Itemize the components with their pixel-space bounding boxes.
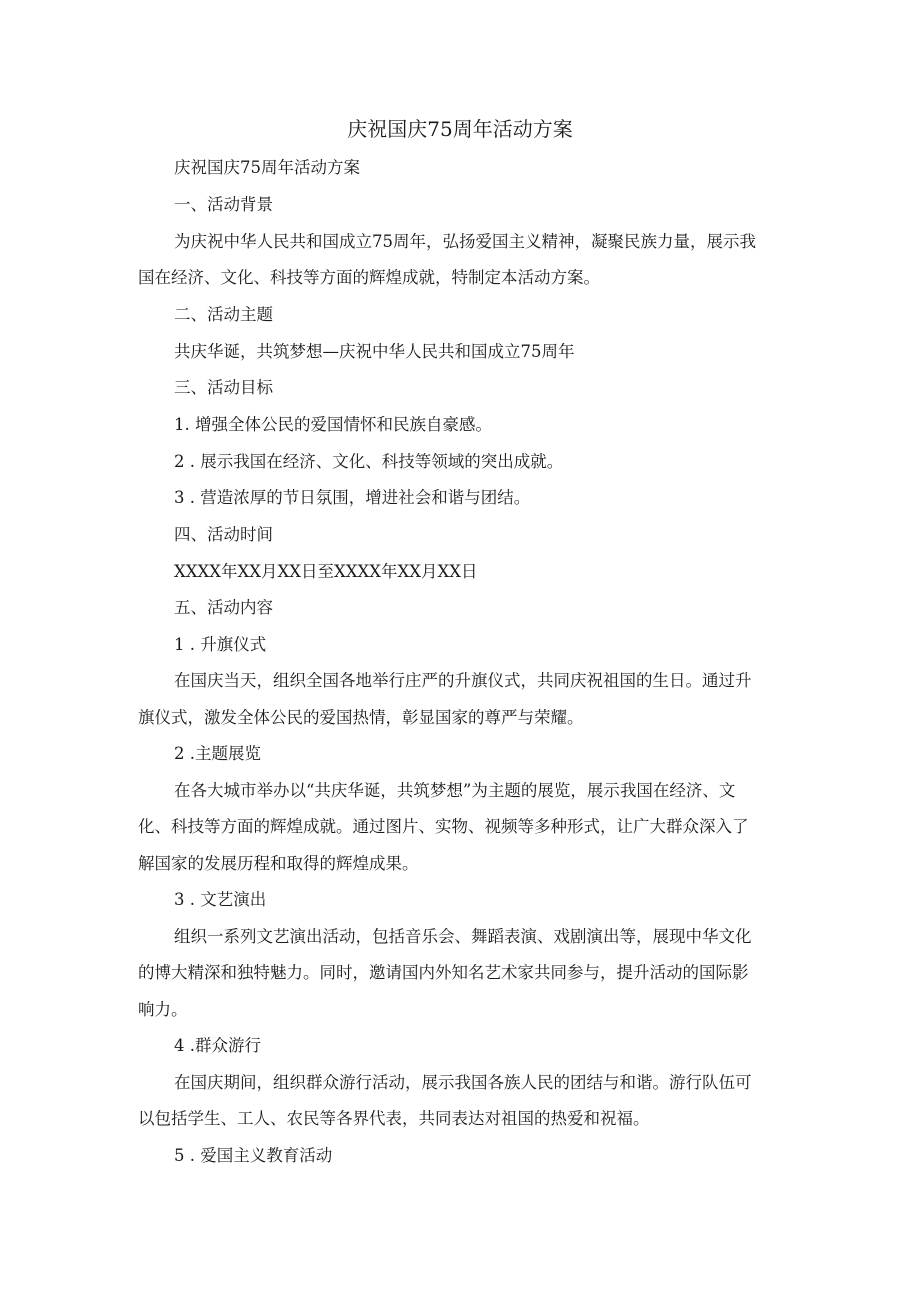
paragraph-line: 响力。 bbox=[138, 1000, 188, 1019]
list-item: 1. 增强全体公民的爱国情怀和民族自豪感。 bbox=[174, 415, 492, 434]
paragraph-line: 旗仪式，激发全体公民的爱国热情，彰显国家的尊严与荣耀。 bbox=[138, 708, 584, 727]
section-heading-content: 五、活动内容 bbox=[174, 598, 273, 617]
paragraph-line: XXXX年XX月XX日至XXXX年XX月XX日 bbox=[174, 562, 478, 581]
section-heading-time: 四、活动时间 bbox=[174, 525, 273, 544]
paragraph-line: 为庆祝中华人民共和国成立75周年，弘扬爱国主义精神，凝聚民族力量，展示我 bbox=[174, 232, 756, 251]
paragraph-line: 解国家的发展历程和取得的辉煌成果。 bbox=[138, 854, 419, 873]
paragraph-line: 化、科技等方面的辉煌成就。通过图片、实物、视频等多种形式，让广大群众深入了 bbox=[138, 817, 749, 836]
paragraph-line: 以包括学生、工人、农民等各界代表，共同表达对祖国的热爱和祝福。 bbox=[138, 1109, 650, 1128]
paragraph-line: 共庆华诞，共筑梦想—庆祝中华人民共和国成立75周年 bbox=[174, 342, 575, 361]
subsection-heading: 2 .主题展览 bbox=[174, 744, 261, 763]
section-heading-theme: 二、活动主题 bbox=[174, 305, 273, 324]
subsection-heading: 3 . 文艺演出 bbox=[174, 890, 267, 909]
section-heading-background: 一、活动背景 bbox=[174, 195, 273, 214]
paragraph-line: 在各大城市举办以“共庆华诞，共筑梦想”为主题的展览，展示我国在经济、文 bbox=[174, 781, 736, 800]
subsection-heading: 1 . 升旗仪式 bbox=[174, 635, 267, 654]
subtitle-line: 庆祝国庆75周年活动方案 bbox=[174, 158, 360, 177]
list-item: 3 . 营造浓厚的节日氛围，增进社会和谐与团结。 bbox=[174, 488, 531, 507]
section-heading-goals: 三、活动目标 bbox=[174, 378, 273, 397]
paragraph-line: 在国庆期间，组织群众游行活动，展示我国各族人民的团结与和谐。游行队伍可 bbox=[174, 1073, 752, 1092]
subsection-heading: 4 .群众游行 bbox=[174, 1036, 261, 1055]
subsection-heading: 5 . 爱国主义教育活动 bbox=[174, 1146, 333, 1165]
paragraph-line: 国在经济、文化、科技等方面的辉煌成就，特制定本活动方案。 bbox=[138, 268, 600, 287]
paragraph-line: 在国庆当天，组织全国各地举行庄严的升旗仪式，共同庆祝祖国的生日。通过升 bbox=[174, 671, 752, 690]
paragraph-line: 组织一系列文艺演出活动，包括音乐会、舞蹈表演、戏剧演出等，展现中华文化 bbox=[174, 927, 752, 946]
document-title: 庆祝国庆75周年活动方案 bbox=[347, 117, 573, 141]
paragraph-line: 的博大精深和独特魅力。同时，邀请国内外知名艺术家共同参与，提升活动的国际影 bbox=[138, 963, 749, 982]
list-item: 2 . 展示我国在经济、文化、科技等领域的突出成就。 bbox=[174, 452, 564, 471]
